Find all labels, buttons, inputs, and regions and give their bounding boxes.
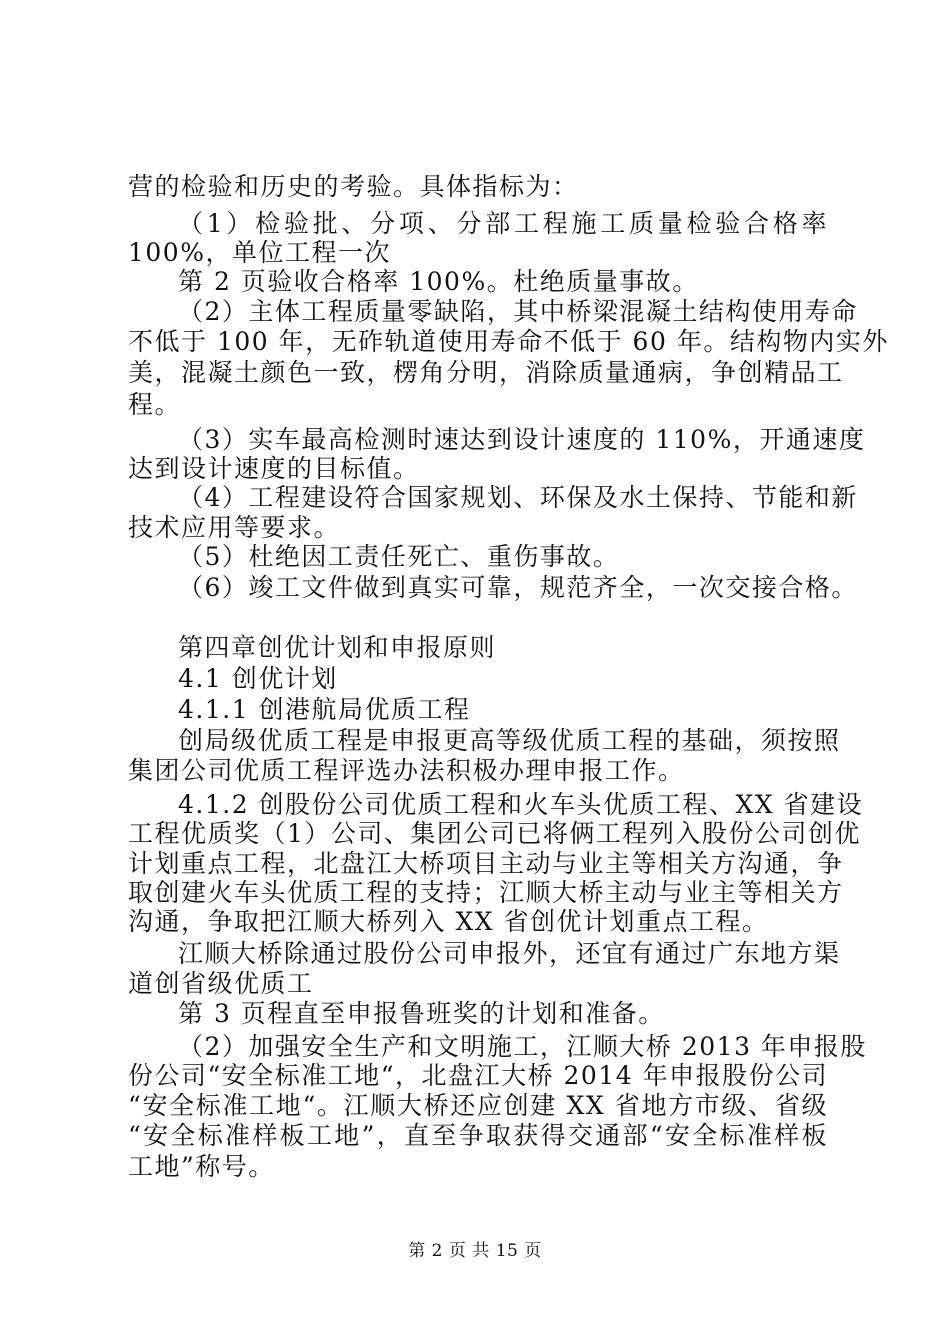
text-line: 美，混凝土颜色一致，楞角分明，消除质量通病，争创精品工 — [128, 358, 844, 387]
text-line: 工程优质奖（1）公司、集团公司已将俩工程列入股份公司创优 — [128, 819, 861, 848]
text-line: 不低于 100 年，无砟轨道使用寿命不低于 60 年。结构物内实外 — [128, 327, 889, 356]
text-line: 4.1.2 创股份公司优质工程和火车头优质工程、XX 省建设 — [178, 790, 864, 819]
text-line: “安全标准工地“。江顺大桥还应创建 XX 省地方市级、省级 — [128, 1091, 828, 1120]
subsection-heading: 4.1.1 创港航局优质工程 — [178, 695, 471, 724]
text-line: （1）检验批、分项、分部工程施工质量检验合格率 — [178, 209, 828, 238]
text-line: 取创建火车头优质工程的支持；江顺大桥主动与业主等相关方 — [128, 878, 844, 907]
text-line: 份公司“安全标准工地“，北盘江大桥 2014 年申报股份公司 — [128, 1061, 829, 1090]
text-line: 100%，单位工程一次 — [128, 238, 391, 267]
text-line: 工地”称号。 — [128, 1152, 275, 1181]
text-line: 江顺大桥除通过股份公司申报外，还宜有通过广东地方渠 — [178, 939, 841, 968]
text-line: 沟通，争取把江顺大桥列入 XX 省创优计划重点工程。 — [128, 907, 769, 936]
text-line: （5）杜绝因工责任死亡、重伤事故。 — [178, 542, 620, 571]
text-line: 程。 — [128, 390, 182, 419]
text-line: 集团公司优质工程评选办法积极办理申报工作。 — [128, 756, 685, 785]
text-line: 技术应用等要求。 — [128, 513, 341, 542]
text-line: 计划重点工程，北盘江大桥项目主动与业主等相关方沟通，争 — [128, 849, 844, 878]
text-line: 道创省级优质工 — [128, 969, 314, 998]
text-line: （2）主体工程质量零缺陷，其中桥梁混凝土结构使用寿命 — [178, 297, 858, 326]
text-line: 营的检验和历史的考验。具体指标为： — [128, 172, 579, 201]
chapter-heading: 第四章创优计划和申报原则 — [178, 633, 497, 662]
text-line: （2）加强安全生产和文明施工，江顺大桥 2013 年申报股 — [178, 1032, 867, 1061]
text-line: （3）实车最高检测时速达到设计速度的 110%，开通速度 — [178, 425, 866, 454]
text-line: 创局级优质工程是申报更高等级优质工程的基础，须按照 — [178, 726, 841, 755]
text-line: 第 2 页验收合格率 100%。杜绝质量事故。 — [178, 267, 699, 296]
text-line: “安全标准样板工地”，直至争取获得交通部“安全标准样板 — [128, 1121, 828, 1150]
text-line: （6）竣工文件做到真实可靠，规范齐全，一次交接合格。 — [178, 573, 858, 602]
text-line: 达到设计速度的目标值。 — [128, 454, 420, 483]
section-heading: 4.1 创优计划 — [178, 664, 338, 693]
text-line: 第 3 页程直至申报鲁班奖的计划和准备。 — [178, 999, 665, 1028]
text-line: （4）工程建设符合国家规划、环保及水土保持、节能和新 — [178, 483, 858, 512]
page-footer: 第 2 页 共 15 页 — [408, 1241, 542, 1261]
